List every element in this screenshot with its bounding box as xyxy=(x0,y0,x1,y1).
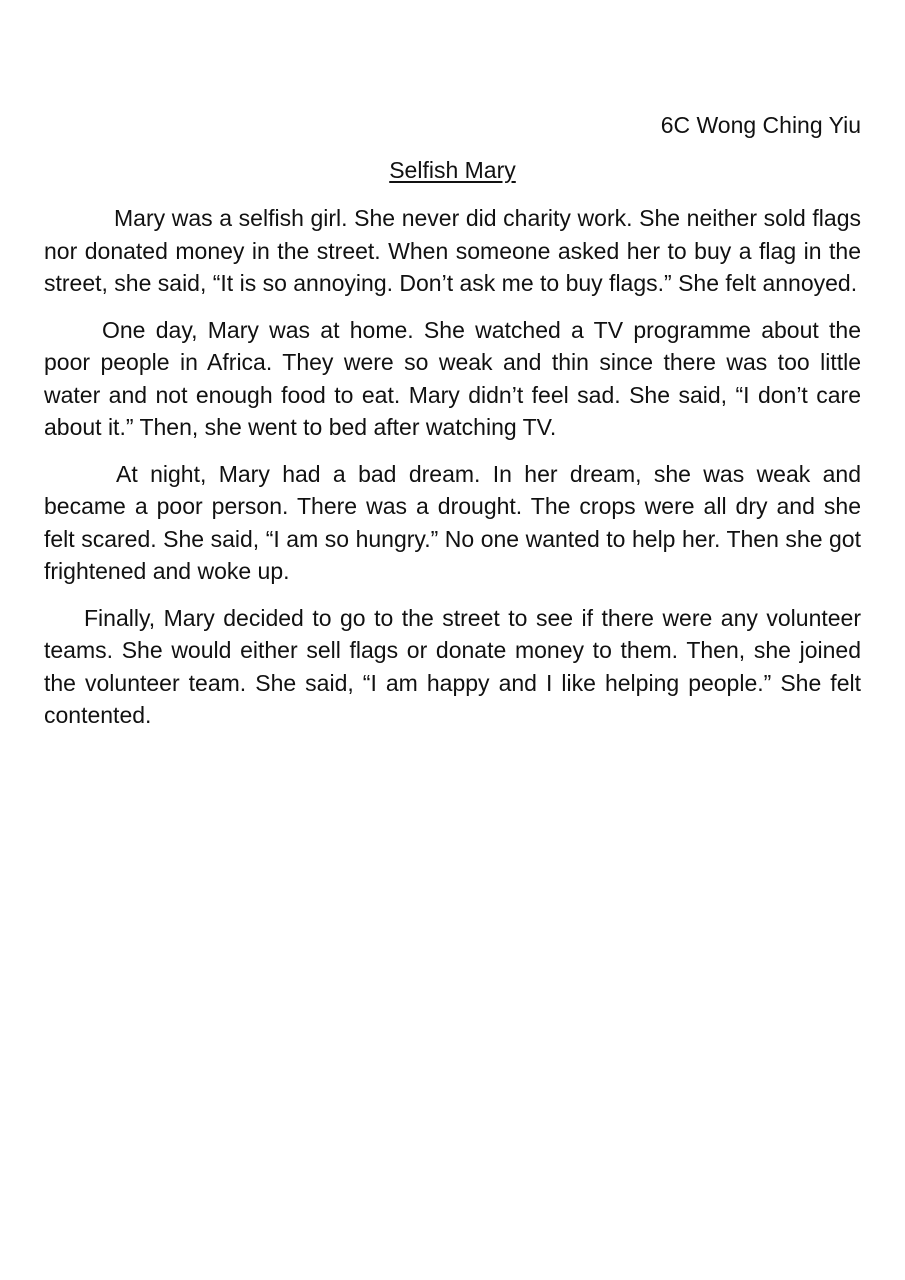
paragraph-1: Mary was a selfish girl. She never did charity work. She neither sold flags nor donated money in the street. When someone asked her to buy a flag in the street, she said, “It is so annoying. Don’t ask me to buy flags.” She felt annoyed. xyxy=(44,205,861,296)
paragraph-2: One day, Mary was at home. She watched a TV programme about the poor people in Africa. They were so weak and thin since there was too little water and not enough food to eat. Mary didn’t feel sad. She said, “I don’t care about it.” Then, she went to bed after watching TV. xyxy=(44,316,861,440)
document-body xyxy=(44,202,861,746)
author-line: 6C Wong Ching Yiu xyxy=(660,112,861,138)
paragraph-3: At night, Mary had a bad dream. In her dream, she was weak and became a poor person. There was a drought. The crops were all dry and she felt scared. She said, “I am so hungry.” No one wanted to help her. Then she got frightened and woke up. xyxy=(44,460,861,584)
document-title: Selfish Mary xyxy=(389,157,516,183)
paragraph-4: Finally, Mary decided to go to the street to see if there were any volunteer teams. She would either sell flags or donate money to them. Then, she joined the volunteer team. She said, “I am happy and I like helping people.” She felt contented. xyxy=(44,604,861,728)
